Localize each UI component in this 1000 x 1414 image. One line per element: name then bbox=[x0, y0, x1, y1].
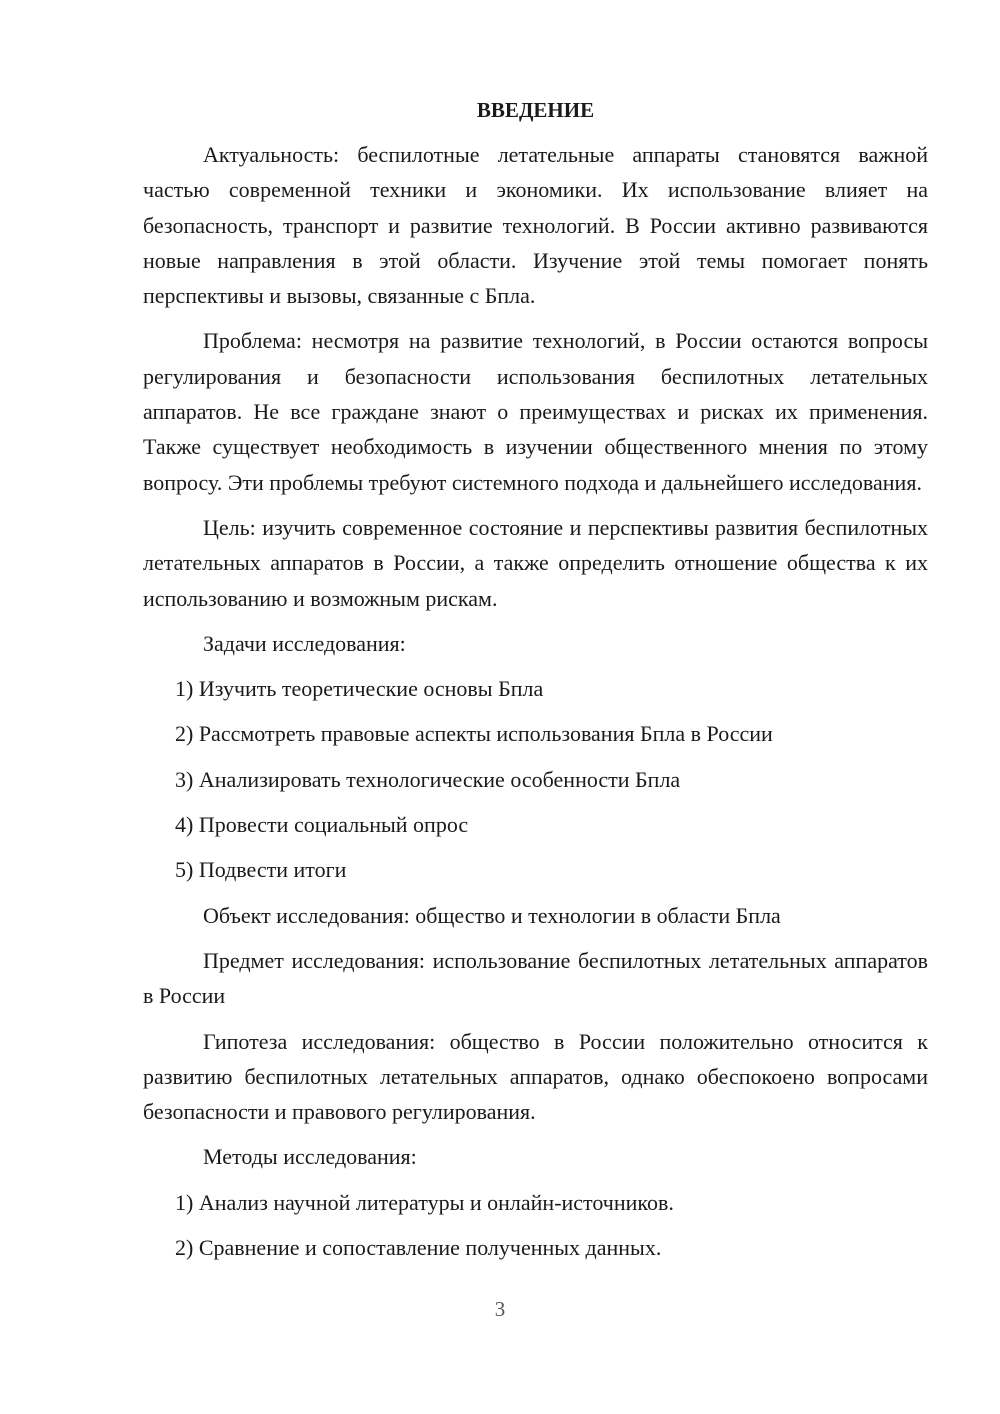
problem-paragraph: Проблема: несмотря на развитие технологий, в России остаются вопросы регулирования и безопасности использования беспилотных летательных аппаратов. Не все граждане знают о преимуществах и рисках их применения. Также существует необходимость в изучении общественного мнения по этому вопросу. Эти проблемы требуют системного подхода и дальнейшего исследования. bbox=[143, 328, 928, 495]
task-item: 1) Изучить теоретические основы Бпла bbox=[175, 676, 544, 702]
goal-paragraph: Цель: изучить современное состояние и перспективы развития беспилотных летательных аппаратов в России, а также определить отношение общества к их использованию и возможным рискам. bbox=[143, 514, 928, 611]
page-number: 3 bbox=[494, 1297, 506, 1321]
method-item: 1) Анализ научной литературы и онлайн-источников. bbox=[175, 1189, 674, 1215]
subject-paragraph: Предмет исследования: использование беспилотных летательных аппаратов в России bbox=[143, 947, 928, 1009]
object-line: Объект исследования: общество и технологии в области Бпла bbox=[203, 902, 781, 928]
task-item: 3) Анализировать технологические особенности Бпла bbox=[175, 766, 681, 792]
method-item: 2) Сравнение и сопоставление полученных данных. bbox=[175, 1235, 662, 1261]
task-item: 4) Провести социальный опрос bbox=[175, 812, 469, 838]
document-page bbox=[143, 95, 928, 1275]
tasks-heading: Задачи исследования: bbox=[203, 630, 406, 656]
section-title: ВВЕДЕНИЕ bbox=[476, 98, 595, 122]
relevance-paragraph: Актуальность: беспилотные летательные аппараты становятся важной частью современной техники и экономики. Их использование влияет на безопасность, транспорт и развитие технологий. В России активно развиваются новые направления в этой области. Изучение этой темы помогает понять перспективы и вызовы, связанные с Бпла. bbox=[143, 142, 928, 309]
hypothesis-paragraph: Гипотеза исследования: общество в России положительно относится к развитию беспилотных летательных аппаратов, однако обеспокоено вопросами безопасности и правового регулирования. bbox=[143, 1028, 928, 1125]
task-item: 5) Подвести итоги bbox=[175, 857, 347, 883]
task-item: 2) Рассмотреть правовые аспекты использования Бпла в России bbox=[175, 721, 773, 747]
methods-heading: Методы исследования: bbox=[203, 1144, 417, 1170]
